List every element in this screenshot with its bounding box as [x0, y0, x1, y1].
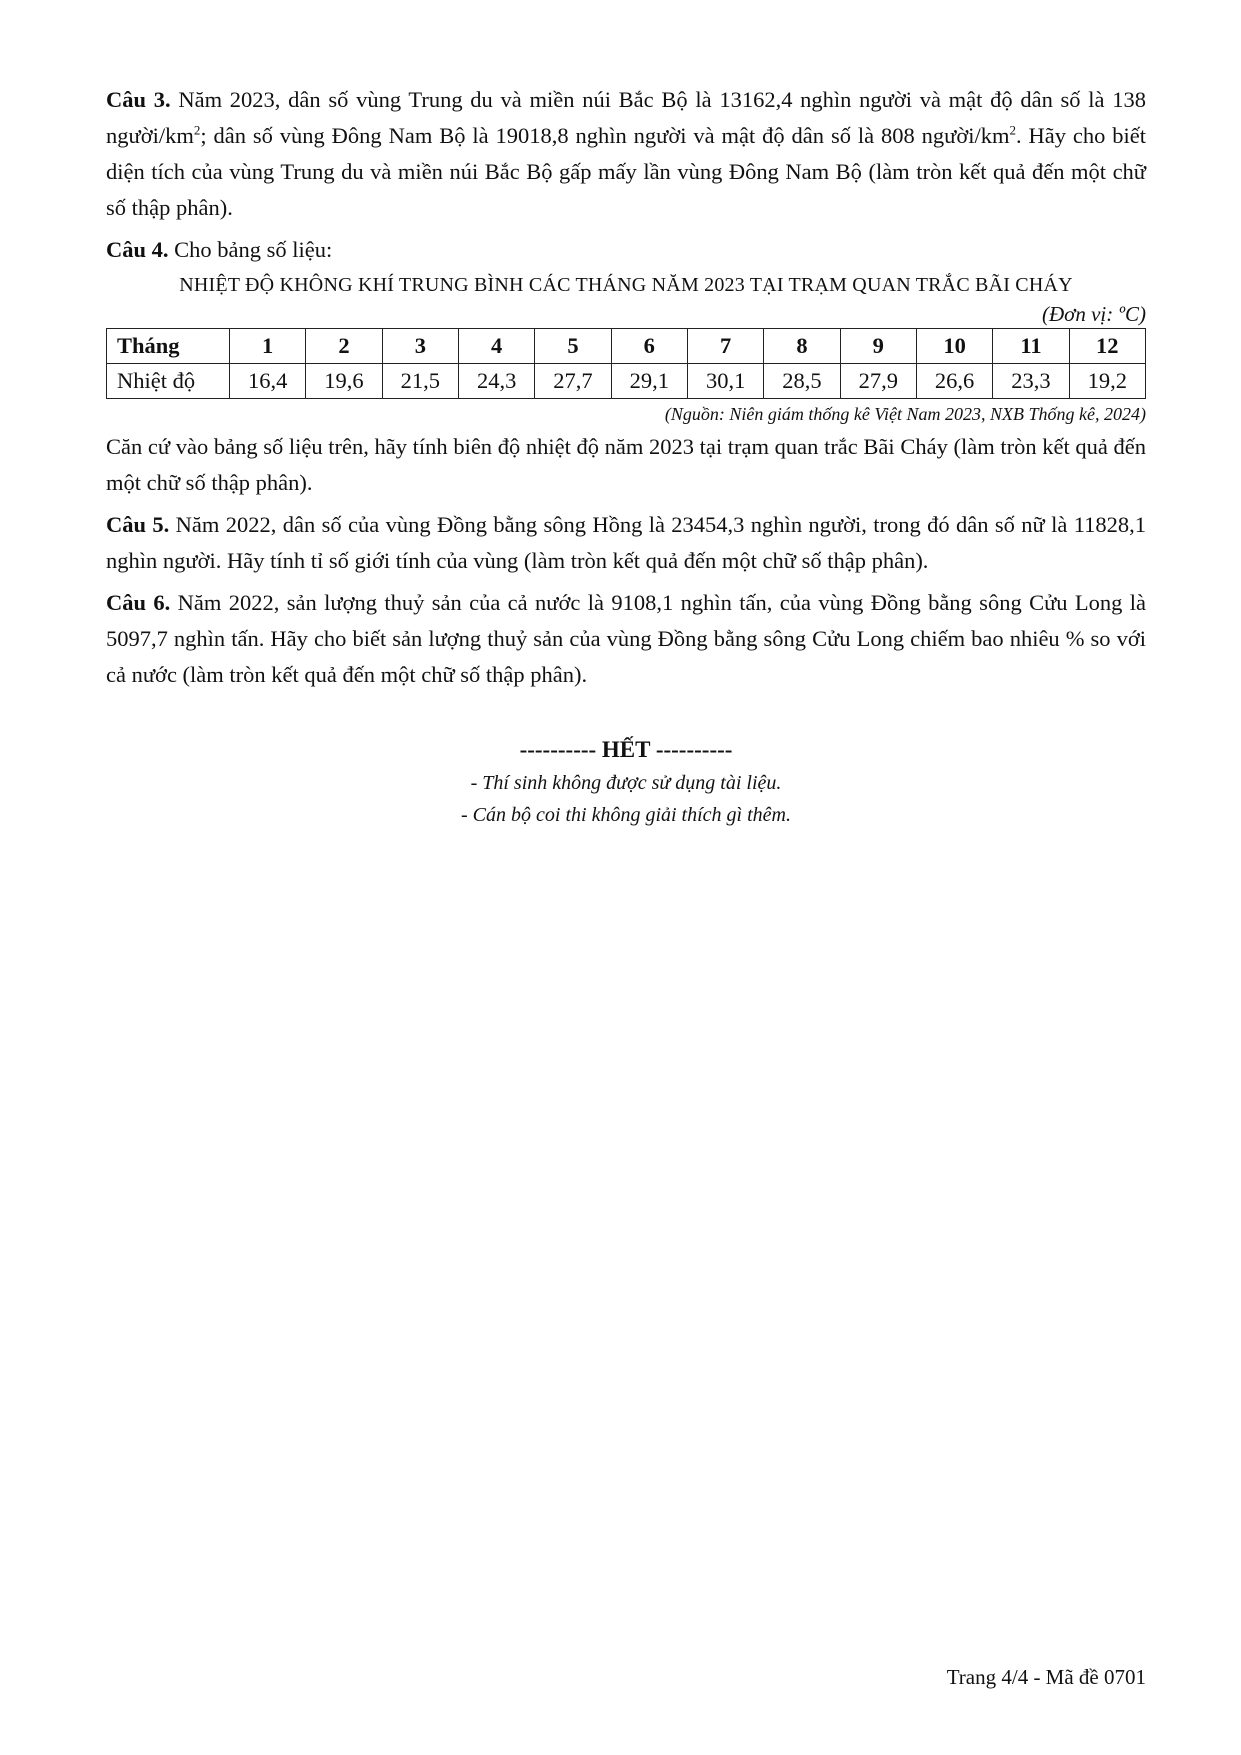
- question-3-text-1: Năm 2023, dân số vùng Trung du và miền núi Bắc Bộ là 13162,4 nghìn người và mật độ dân số là 138 người/km: [106, 87, 1146, 148]
- temperature-cell: 23,3: [993, 364, 1069, 399]
- month-cell: 6: [611, 329, 687, 364]
- end-note-2: - Cán bộ coi thi không giải thích gì thêm.: [461, 804, 791, 826]
- question-4-label: Câu 4.: [106, 237, 169, 262]
- temperature-table: [106, 328, 1146, 399]
- question-6-text: Năm 2022, sản lượng thuỷ sản của cả nước là 9108,1 nghìn tấn, của vùng Đồng bằng sông Cửu Long là 5097,7 nghìn tấn. Hãy cho biết sản lượng thuỷ sản của vùng Đồng bằng sông Cửu Long chiếm bao nhiêu % so với cả nước (làm tròn kết quả đến một chữ số thập phân).: [106, 590, 1146, 687]
- month-cell: 7: [687, 329, 763, 364]
- question-3-label: Câu 3.: [106, 87, 171, 112]
- temperature-cell: 27,7: [535, 364, 611, 399]
- table-row: [107, 364, 1146, 399]
- question-6-label: Câu 6.: [106, 590, 171, 615]
- month-cell: 3: [382, 329, 458, 364]
- question-3: [106, 82, 1146, 226]
- temperature-cell: 21,5: [382, 364, 458, 399]
- month-cell: 11: [993, 329, 1069, 364]
- superscript-2: 2: [1009, 122, 1016, 138]
- table-source: (Nguồn: Niên giám thống kê Việt Nam 2023, NXB Thống kê, 2024): [664, 404, 1146, 424]
- row-header-label: Tháng: [107, 329, 230, 364]
- table-title: NHIỆT ĐỘ KHÔNG KHÍ TRUNG BÌNH CÁC THÁNG NĂM 2023 TẠI TRẠM QUAN TRẮC BÃI CHÁY: [179, 274, 1073, 296]
- temperature-cell: 26,6: [916, 364, 992, 399]
- question-4-question: Căn cứ vào bảng số liệu trên, hãy tính biên độ nhiệt độ năm 2023 tại trạm quan trắc Bãi Cháy (làm tròn kết quả đến một chữ số thập phân).: [106, 434, 1146, 495]
- temperature-cell: 28,5: [764, 364, 840, 399]
- temperature-cell: 29,1: [611, 364, 687, 399]
- question-5-text: Năm 2022, dân số của vùng Đồng bằng sông Hồng là 23454,3 nghìn người, trong đó dân số nữ là 11828,1 nghìn người. Hãy tính tỉ số giới tính của vùng (làm tròn kết quả đến một chữ số thập phân).: [106, 512, 1146, 573]
- question-5: [106, 507, 1146, 579]
- temperature-cell: 19,6: [306, 364, 382, 399]
- month-cell: 2: [306, 329, 382, 364]
- table-unit: (Đơn vị: ºC): [1041, 302, 1146, 326]
- temperature-cell: 16,4: [230, 364, 306, 399]
- temperature-cell: 30,1: [687, 364, 763, 399]
- row-value-label: Nhiệt độ: [107, 364, 230, 399]
- question-3-text-3: . Hãy cho biết diện tích của vùng Trung du và miền núi Bắc Bộ gấp mấy lần vùng Đông Nam Bộ (làm tròn kết quả đến một chữ số thập phân).: [106, 123, 1146, 220]
- temperature-cell: 27,9: [840, 364, 916, 399]
- end-title: ---------- HẾT ----------: [519, 737, 733, 762]
- month-cell: 1: [230, 329, 306, 364]
- month-cell: 12: [1069, 329, 1145, 364]
- month-cell: 5: [535, 329, 611, 364]
- page-footer: Trang 4/4 - Mã đề 0701: [946, 1665, 1146, 1689]
- month-cell: 10: [916, 329, 992, 364]
- question-3-text-2: ; dân số vùng Đông Nam Bộ là 19018,8 nghìn người và mật độ dân số là 808 người/km: [200, 123, 1010, 148]
- question-4: [106, 232, 1146, 268]
- month-cell: 9: [840, 329, 916, 364]
- temperature-cell: 19,2: [1069, 364, 1145, 399]
- question-5-label: Câu 5.: [106, 512, 170, 537]
- question-6: [106, 585, 1146, 693]
- month-cell: 8: [764, 329, 840, 364]
- temperature-cell: 24,3: [458, 364, 534, 399]
- end-section: [106, 733, 1146, 831]
- superscript-2: 2: [193, 122, 201, 138]
- table-row: [107, 329, 1146, 364]
- exam-page: [106, 82, 1146, 831]
- month-cell: 4: [458, 329, 534, 364]
- end-note-1: - Thí sinh không được sử dụng tài liệu.: [470, 772, 782, 794]
- question-4-intro: Cho bảng số liệu:: [168, 237, 333, 262]
